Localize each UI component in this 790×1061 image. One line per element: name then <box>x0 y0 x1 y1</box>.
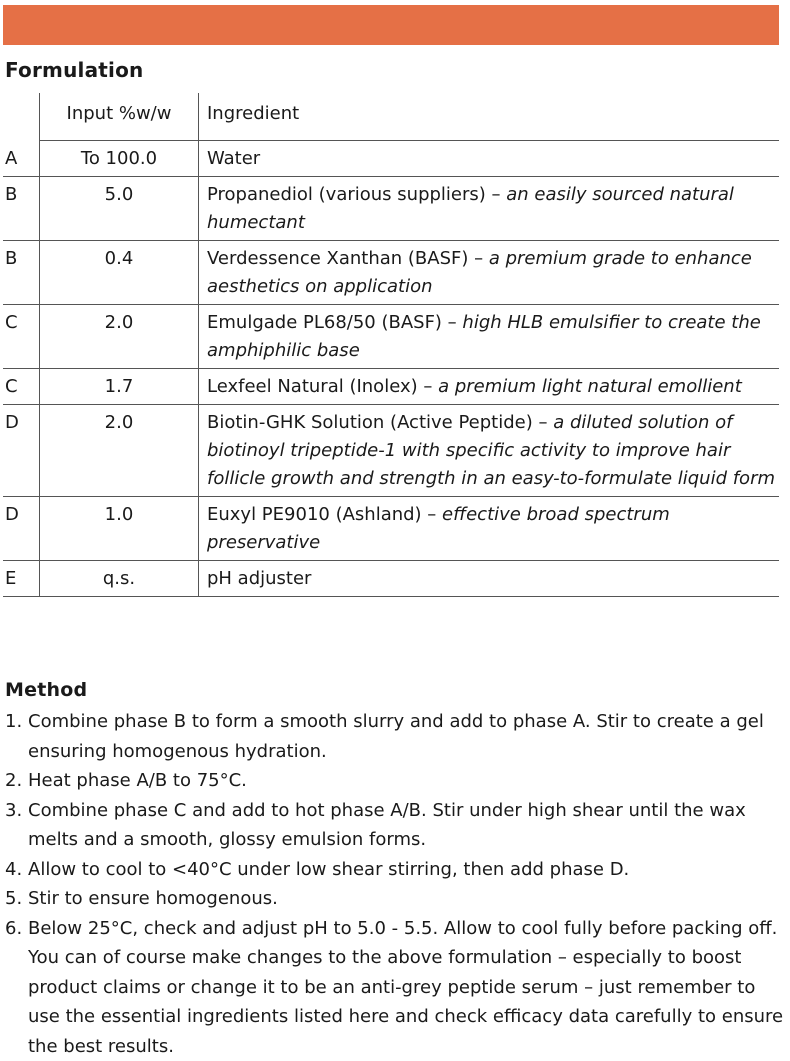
table-row <box>3 141 779 177</box>
input-cell: 2.0 <box>40 405 199 497</box>
phase-cell: D <box>3 497 40 561</box>
phase-cell: B <box>3 241 40 305</box>
table-row <box>3 305 779 369</box>
ingredient-cell <box>199 405 780 497</box>
phase-cell: E <box>3 561 40 597</box>
ingredient-cell <box>199 241 780 305</box>
input-cell: 0.4 <box>40 241 199 305</box>
ingredient-description: a diluted solution of biotinoyl tripeptide-1 with specific activity to improve hair follicle growth and strength in an easy-to-formulate liquid form <box>207 412 776 489</box>
method-step <box>5 796 785 855</box>
input-cell: 2.0 <box>40 305 199 369</box>
table-row <box>3 497 779 561</box>
step-number: 4. <box>5 858 23 880</box>
table-row <box>3 369 779 405</box>
method-step <box>5 707 785 766</box>
step-text: Allow to cool to <40°C under low shear stirring, then add phase D. <box>28 858 630 880</box>
phase-cell: A <box>3 141 40 177</box>
step-number: 2. <box>5 770 23 791</box>
ingredient-cell <box>199 177 780 241</box>
ingredient-cell <box>199 141 780 177</box>
formulation-heading: Formulation <box>5 58 144 82</box>
ingredient-column-header: Ingredient <box>199 93 780 141</box>
table-row <box>3 177 779 241</box>
ingredient-name: Euxyl PE9010 (Ashland) – <box>207 504 443 525</box>
method-step <box>5 766 785 796</box>
input-cell: 5.0 <box>40 177 199 241</box>
ingredient-name: Lexfeel Natural (Inolex) – <box>207 376 439 397</box>
step-text: Combine phase C and add to hot phase A/B. Stir under high shear until the wax melts and a smooth, glossy emulsion forms. <box>28 799 746 850</box>
phase-cell: B <box>3 177 40 241</box>
step-number: 6. <box>5 917 23 939</box>
input-cell: 1.0 <box>40 497 199 561</box>
formulation-table <box>3 93 779 597</box>
input-column-header: Input %w/w <box>40 93 199 141</box>
ingredient-cell <box>199 561 780 597</box>
ingredient-name: Propanediol (various suppliers) – <box>207 184 507 205</box>
ingredient-cell <box>199 369 780 405</box>
ingredient-name: Water <box>207 148 261 169</box>
step-text: Below 25°C, check and adjust pH to 5.0 - 5.5. Allow to cool fully before packing off. You can of course make changes to the above formulation – especially to boost product claims or change it to be an anti-grey peptide serum – just remember to use the essential ingredients listed here and check efficacy data carefully to ensure the best results. <box>28 917 784 1057</box>
step-number: 5. <box>5 888 23 909</box>
step-text: Combine phase B to form a smooth slurry and add to phase A. Stir to create a gel ensuring homogenous hydration. <box>28 711 764 762</box>
method-steps-list <box>5 707 785 1061</box>
phase-cell: C <box>3 305 40 369</box>
step-number: 1. <box>5 711 23 732</box>
table-row <box>3 561 779 597</box>
ingredient-cell <box>199 305 780 369</box>
table-header-row <box>3 93 779 141</box>
ingredient-cell <box>199 497 780 561</box>
step-number: 3. <box>5 799 23 821</box>
step-text: Stir to ensure homogenous. <box>28 888 278 909</box>
ingredient-name: pH adjuster <box>207 568 312 589</box>
table-row <box>3 405 779 497</box>
ingredient-description: a premium light natural emollient <box>438 376 742 397</box>
method-heading: Method <box>5 679 88 701</box>
ingredient-description: a premium grade to enhance aesthetics on application <box>207 248 752 297</box>
header-banner <box>3 5 779 45</box>
input-cell: 1.7 <box>40 369 199 405</box>
input-cell: To 100.0 <box>40 141 199 177</box>
ingredient-description: high HLB emulsifier to create the amphiphilic base <box>207 312 761 361</box>
table-row <box>3 241 779 305</box>
phase-cell: D <box>3 405 40 497</box>
phase-cell: C <box>3 369 40 405</box>
method-step <box>5 884 785 914</box>
ingredient-description: effective broad spectrum preservative <box>207 504 670 553</box>
ingredient-name: Verdessence Xanthan (BASF) – <box>207 248 489 269</box>
ingredient-name: Emulgade PL68/50 (BASF) – <box>207 312 463 333</box>
method-step <box>5 914 785 1061</box>
phase-column-header <box>3 93 40 141</box>
ingredient-name: Biotin-GHK Solution (Active Peptide) – <box>207 412 554 433</box>
ingredient-description: an easily sourced natural humectant <box>207 184 734 233</box>
input-cell: q.s. <box>40 561 199 597</box>
method-step <box>5 855 785 885</box>
step-text: Heat phase A/B to 75°C. <box>28 770 247 791</box>
